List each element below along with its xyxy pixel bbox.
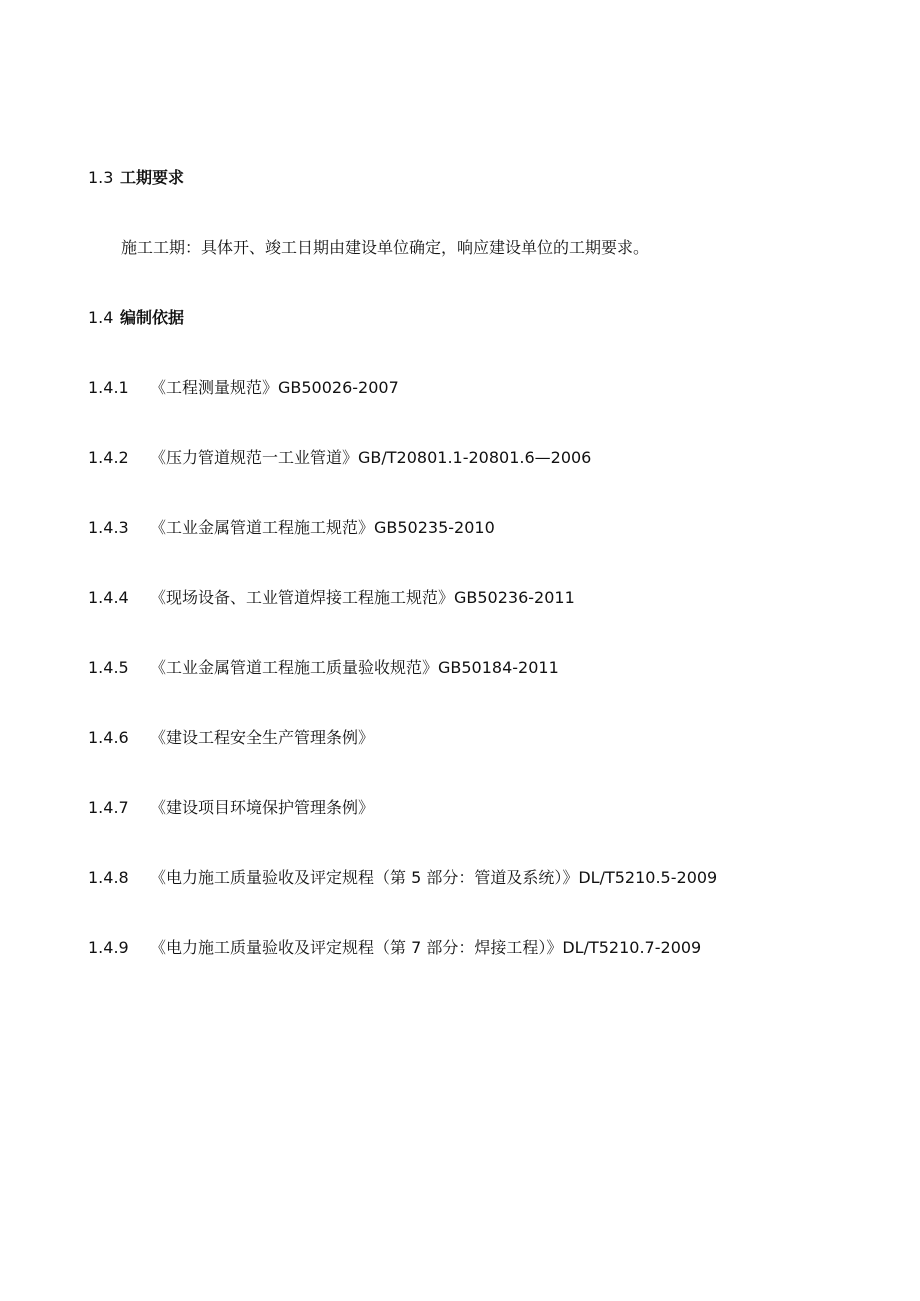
item-number: 1.4.6: [88, 728, 129, 747]
item-text: 《工业金属管道工程施工质量验收规范》GB50184-2011: [150, 658, 559, 677]
reference-item: [88, 938, 701, 958]
section-heading-1-3: [88, 168, 184, 188]
reference-item: [88, 798, 374, 818]
section-title: 工期要求: [120, 168, 185, 187]
item-number: 1.4.9: [88, 938, 129, 957]
reference-item: [88, 658, 559, 678]
section-heading-1-4: [88, 308, 184, 328]
section-number: 1.3: [88, 168, 114, 187]
item-number: 1.4.8: [88, 868, 129, 887]
schedule-paragraph: 施工工期：具体开、竣工日期由建设单位确定，响应建设单位的工期要求。: [121, 238, 650, 257]
section-title: 编制依据: [120, 308, 185, 327]
section-number: 1.4: [88, 308, 114, 327]
item-text: 《建设项目环境保护管理条例》: [150, 798, 375, 817]
reference-item: [88, 518, 495, 538]
item-text: 《建设工程安全生产管理条例》: [150, 728, 375, 747]
item-number: 1.4.1: [88, 378, 129, 397]
item-text: 《现场设备、工业管道焊接工程施工规范》GB50236-2011: [150, 588, 575, 607]
item-text: 《工业金属管道工程施工规范》GB50235-2010: [150, 518, 495, 537]
item-text: 《电力施工质量验收及评定规程（第 7 部分：焊接工程）》DL/T5210.7-2009: [150, 938, 702, 957]
item-number: 1.4.7: [88, 798, 129, 817]
item-number: 1.4.3: [88, 518, 129, 537]
item-text: 《电力施工质量验收及评定规程（第 5 部分：管道及系统）》DL/T5210.5-2009: [150, 868, 718, 887]
item-number: 1.4.2: [88, 448, 129, 467]
reference-item: [88, 448, 591, 468]
item-text: 《工程测量规范》GB50026-2007: [150, 378, 399, 397]
item-number: 1.4.5: [88, 658, 129, 677]
item-text: 《压力管道规范一工业管道》GB/T20801.1-20801.6—2006: [150, 448, 592, 467]
reference-item: [88, 728, 374, 748]
reference-item: [88, 378, 399, 398]
reference-item: [88, 868, 717, 888]
reference-item: [88, 588, 575, 608]
item-number: 1.4.4: [88, 588, 129, 607]
